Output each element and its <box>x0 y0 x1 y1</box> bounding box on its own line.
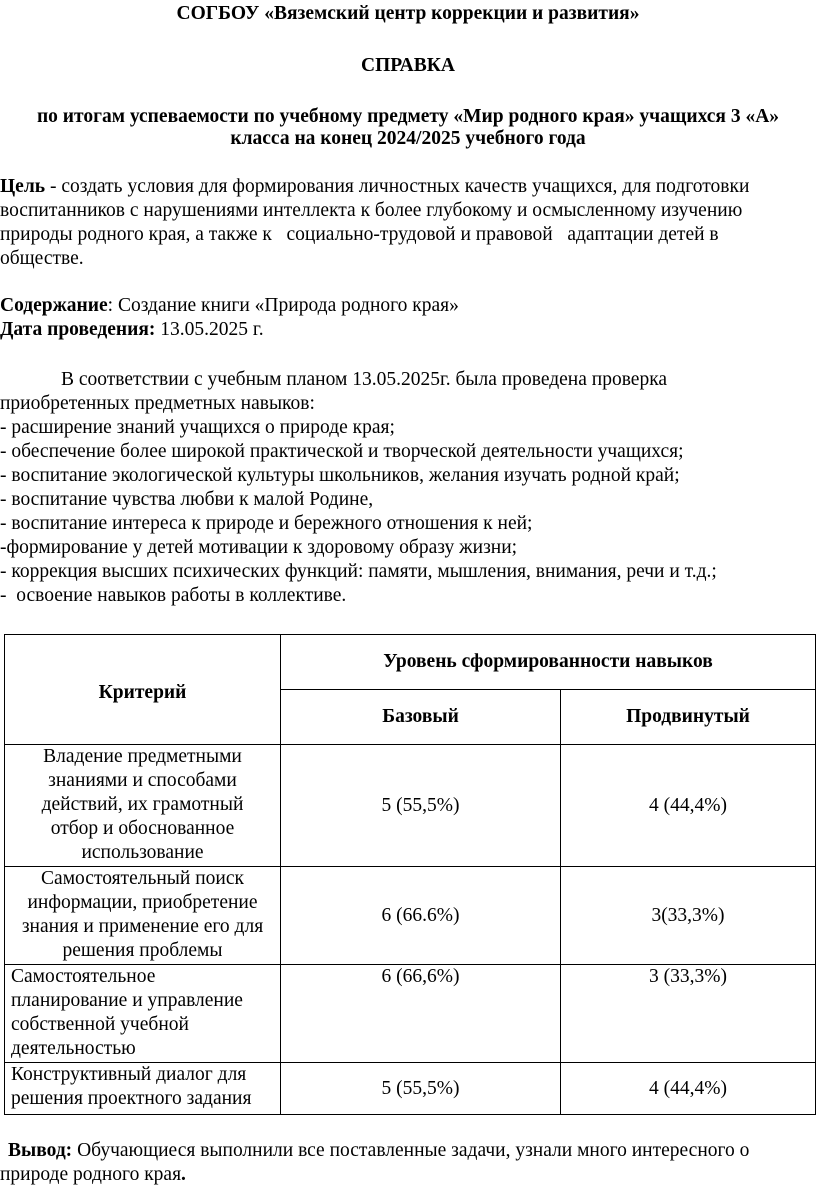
org-title: СОГБОУ «Вяземский центр коррекции и развития» <box>176 3 640 24</box>
conclusion-line-2 <box>0 1163 186 1187</box>
goal-text-3: природы родного края, а также к социально-трудовой и правовой адаптации детей в <box>0 224 719 245</box>
basic-value-cell: 5 (55,5%) <box>281 1063 561 1115</box>
criterion-line: действий, их грамотный <box>41 794 244 815</box>
conclusion-label: Вывод: <box>8 1140 73 1161</box>
criteria-table <box>4 634 816 1115</box>
list-item: - освоение навыков работы в коллективе. <box>0 585 347 606</box>
goal-paragraph-line-1 <box>0 175 749 199</box>
list-item: - воспитание экологической культуры школьников, желания изучать родной край; <box>0 465 680 486</box>
criterion-line: собственной учебной <box>11 1014 189 1035</box>
table-row <box>5 1063 816 1115</box>
content-label: Содержание <box>0 295 108 316</box>
list-item: - обеспечение более широкой практической и творческой деятельности учащихся; <box>0 441 684 462</box>
list-item: - воспитание чувства любви к малой Родине, <box>0 489 374 510</box>
criterion-line: Самостоятельный поиск <box>41 868 244 889</box>
goal-text-2: воспитанников с нарушениями интеллекта к более глубокому и осмысленному изучению <box>0 200 743 221</box>
subject-line-1: по итогам успеваемости по учебному предмету «Мир родного края» учащихся 3 «А» <box>36 106 780 127</box>
criterion-line: использование <box>81 842 204 863</box>
goal-label: Цель <box>0 176 46 197</box>
criterion-line: решения проблемы <box>62 940 223 961</box>
criterion-line: знаниями и способами <box>48 770 237 791</box>
list-item: - коррекция высших психических функций: памяти, мышления, внимания, речи и т.д.; <box>0 561 717 582</box>
advanced-value-cell: 3 (33,3%) <box>561 965 816 1063</box>
basic-value-cell: 6 (66.6%) <box>281 867 561 965</box>
criterion-line: отбор и обоснованное <box>50 818 235 839</box>
basic-value-cell: 5 (55,5%) <box>281 745 561 867</box>
goal-text-4: обществе. <box>0 248 84 269</box>
advanced-value-cell: 4 (44,4%) <box>561 745 816 867</box>
header-level: Уровень сформированности навыков <box>281 635 816 690</box>
criterion-line: деятельностью <box>11 1038 136 1059</box>
basic-value-cell: 6 (66,6%) <box>281 965 561 1063</box>
criterion-line: решения проектного задания <box>11 1088 252 1109</box>
criterion-line: планирование и управление <box>11 990 243 1011</box>
criterion-line: Конструктивный диалог для <box>11 1064 247 1085</box>
header-advanced: Продвинутый <box>561 690 816 745</box>
conclusion-text-2: природе родного края <box>0 1164 182 1185</box>
header-basic: Базовый <box>281 690 561 745</box>
list-item: -формирование у детей мотивации к здоровому образу жизни; <box>0 537 518 558</box>
date-value: 13.05.2025 г. <box>155 319 264 340</box>
date-label: Дата проведения: <box>0 319 156 340</box>
conclusion-text-1: Обучающиеся выполнили все поставленные задачи, узнали много интересного о <box>72 1140 750 1161</box>
criterion-line: Владение предметными <box>43 746 242 767</box>
table-row <box>5 965 816 1063</box>
header-criterion: Критерий <box>5 635 281 745</box>
subject-line-2: класса на конец 2024/2025 учебного года <box>230 128 586 149</box>
table-row <box>5 867 816 965</box>
goal-text-1: - создать условия для формирования личностных качеств учащихся, для подготовки <box>45 176 750 197</box>
criterion-cell <box>5 867 281 965</box>
content-line <box>0 294 459 318</box>
criterion-line: Самостоятельное <box>11 966 156 987</box>
conclusion-period: . <box>181 1164 186 1185</box>
criterion-line: информации, приобретение <box>27 892 258 913</box>
conclusion-line-1 <box>8 1139 749 1163</box>
intro-line-2: приобретенных предметных навыков: <box>0 393 315 414</box>
date-line <box>0 318 264 342</box>
list-item: - расширение знаний учащихся о природе края; <box>0 417 395 438</box>
table-row <box>5 745 816 867</box>
criterion-cell <box>5 1063 281 1115</box>
content-value: : Создание книги «Природа родного края» <box>107 295 459 316</box>
intro-line-1: В соответствии с учебным планом 13.05.2025г. была проведена проверка <box>61 369 668 390</box>
table-header-row <box>5 635 816 690</box>
list-item: - воспитание интереса к природе и бережного отношения к ней; <box>0 513 533 534</box>
criterion-line: знания и применение его для <box>21 916 264 937</box>
advanced-value-cell: 3(33,3%) <box>561 867 816 965</box>
criterion-cell <box>5 965 281 1063</box>
advanced-value-cell: 4 (44,4%) <box>561 1063 816 1115</box>
doc-type-title: СПРАВКА <box>361 55 455 76</box>
criterion-cell <box>5 745 281 867</box>
